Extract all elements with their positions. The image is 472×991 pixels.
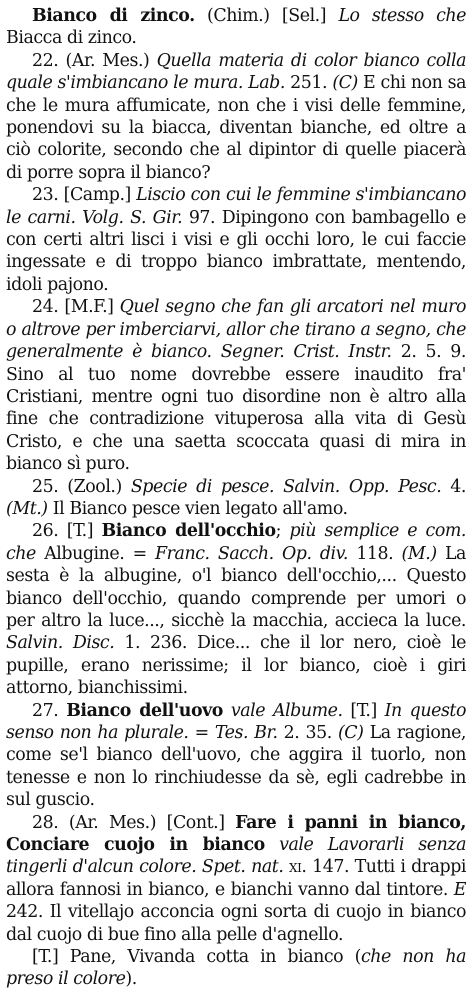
entry-italic-text: (C) xyxy=(332,73,358,94)
dictionary-entry xyxy=(6,296,466,475)
entry-italic-text: (Mt.) xyxy=(6,498,48,519)
entry-italic-text: Quella materia di color bianco colla quale s'imbiancano le mura. Lab. xyxy=(6,50,466,94)
entry-text: (Chim.) [Sel.] xyxy=(194,6,339,26)
entry-italic-text: Lo stesso che xyxy=(338,6,466,26)
entry-headword: Bianco dell'occhio xyxy=(101,521,276,542)
entry-text: 1. 236. Dice... che il lor nero, cioè le pupille, erano nerissime; il lor bianco, cioè i giri attorno, bianchissimi. xyxy=(6,633,466,699)
dictionary-entry xyxy=(6,5,466,50)
dictionary-entry xyxy=(6,946,466,991)
entry-text: T. xyxy=(73,521,87,542)
entry-text: Albugine. = xyxy=(35,543,156,564)
entry-text: 28. (Ar. Mes.) [Cont.] xyxy=(32,812,236,833)
entry-text: 242. Il vitellajo acconcia ogni sorta di cuojo in bianco dal cuojo di bue fino alla pelle d'agnello. xyxy=(6,902,466,945)
entry-text: ] xyxy=(86,521,102,542)
entry-text: [ xyxy=(32,947,39,968)
entry-text: 22. (Ar. Mes.) xyxy=(32,50,157,71)
entry-italic-text: (C) xyxy=(337,723,364,743)
entry-text xyxy=(265,835,279,855)
entry-text: T. xyxy=(38,947,53,968)
entry-text: ). xyxy=(125,969,137,990)
entry-italic-text: più semplice e com. che xyxy=(6,521,466,564)
entry-italic-text: vale Lavorarli senza tingerli d'alcun colore. Spet. nat. xyxy=(6,835,467,878)
entry-italic-text: (M.) xyxy=(401,543,437,564)
entry-text: ; xyxy=(275,521,290,542)
entry-text: xi. xyxy=(289,857,307,878)
entry-text: 24. [M.F.] xyxy=(32,297,120,318)
dictionary-entry xyxy=(6,476,466,521)
entry-text: 23. [Camp.] xyxy=(32,185,137,206)
entry-text: La ragione, come se'l bianco dell'uovo, che aggira il tuorlo, non tenesse e non lo rinchiudesse da sè, egli cadrebbe in sul guscio. xyxy=(6,723,467,811)
entry-text: Biacca di zinco. xyxy=(6,28,137,49)
entry-text: 25. (Zool.) xyxy=(32,476,131,497)
dictionary-entry xyxy=(6,50,466,184)
entry-text: La sesta è la albugine, o'l bianco dell'occhio,... Questo bianco dell'occhio, quando comprende per umori o per altro la luce..., sicchè la macchia, accieca la luce. xyxy=(6,543,466,631)
entry-text: [ xyxy=(342,700,357,721)
dictionary-entry xyxy=(6,812,466,946)
entry-headword: Bianco di zinco. xyxy=(32,6,195,26)
dictionary-entry xyxy=(6,700,466,812)
entry-text: ] Pane, Vivanda cotta in bianco ( xyxy=(52,947,361,968)
entry-text: 2. 5. 9. Sino al tuo nome dovrebbe essere inaudito fra' Cristiani, mentre ogni tuo disordine non è altro alla fine che contradizione vituperosa alla vita di Gesù Cristo, e che una saetta scoccata quasi di mira in bianco sì puro. xyxy=(6,342,467,475)
entry-italic-text: Salvin. Disc. xyxy=(6,633,115,654)
entry-text: 97. Dipingono con bambagello e con certi altri lisci i visi e gli occhi loro, le cui faccie ingessate e di troppo bianco imbrattate, mentendo, idoli pajono. xyxy=(6,207,467,295)
entry-text: T. xyxy=(356,700,371,721)
entry-italic-text: Liscio con cui le femmine s'imbiancano le carni. Volg. S. Gir. xyxy=(6,185,466,228)
entry-text: E chi non sa che le mura affumicate, non che i visi delle femmine, ponendovi su la biacca, diventan bianche, ed oltre a ciò colorite, secondo che al dipintor di quelle piacerà di porre sopra il bianco? xyxy=(6,73,467,183)
entry-italic-text: Specie di pesce. Salvin. Opp. Pesc. xyxy=(130,476,442,497)
entry-text: 27. xyxy=(32,700,67,721)
entry-italic-text: In questo senso non ha plurale. = Tes. Br. xyxy=(6,700,466,743)
entry-text: 147. Tutti i drappi allora fannosi in bianco, e bianchi vanno dal tintore. xyxy=(6,857,467,900)
entry-italic-text: Franc. Sacch. Op. div. xyxy=(155,543,349,564)
entry-text: 26. [ xyxy=(32,521,74,542)
entry-italic-text: E xyxy=(453,879,466,900)
entry-italic-text: Quel segno che fan gli arcatori nel muro o altrove per imberciarvi, allor che tirano a segno, che generalmente è bianco. Segner. Crist. Instr. xyxy=(6,297,467,363)
entry-text: 4. xyxy=(441,476,466,497)
dictionary-entry xyxy=(6,184,466,296)
entry-list xyxy=(6,5,466,991)
entry-headword: Bianco dell'uovo xyxy=(66,700,223,721)
entry-italic-text: vale Albume. xyxy=(230,700,343,721)
dictionary-entry xyxy=(6,520,466,699)
entry-text: Il Bianco pesce vien legato all'amo. xyxy=(47,498,348,519)
entry-text xyxy=(223,701,231,721)
entry-text: 118. xyxy=(348,543,402,564)
entry-italic-text: che non ha preso il colore xyxy=(6,947,466,990)
entry-text: 251. xyxy=(284,73,333,94)
entry-text: ] xyxy=(370,700,385,721)
entry-text: 2. 35. xyxy=(277,723,338,743)
entry-headword: Fare i panni in bianco, Conciare cuojo in bianco xyxy=(6,812,467,856)
